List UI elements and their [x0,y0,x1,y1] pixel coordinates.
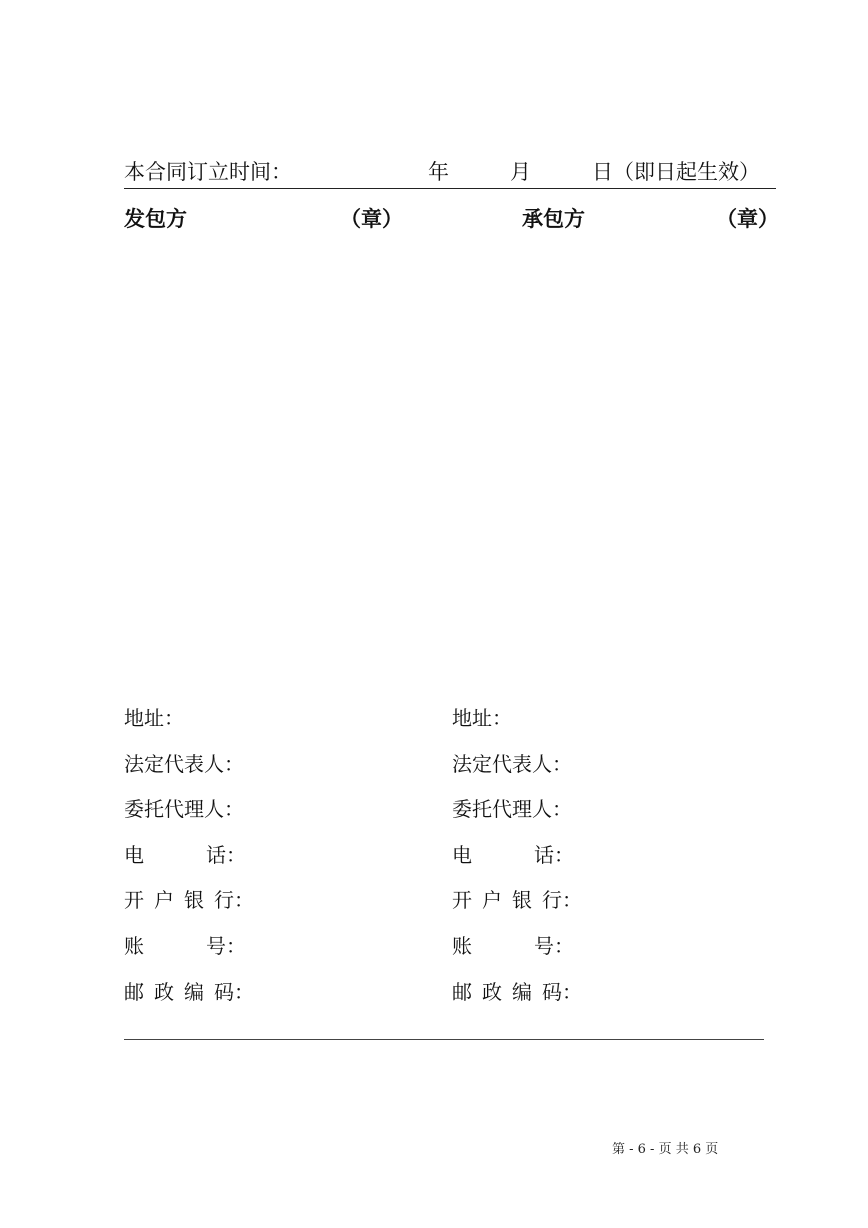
employer-seal-label: （章） [340,206,403,231]
bank-row [452,882,752,928]
phone-label-part1: 电 [124,842,144,867]
account-row [124,928,424,974]
account-label-part1: 账 [452,933,472,958]
bank-label-part2: 户 [154,888,174,913]
account-label-part1: 账 [124,933,144,958]
postcode-label-part4: 码： [542,979,582,1004]
bank-row [124,882,424,928]
contractor-seal-label: （章） [716,206,779,231]
bank-label-part3: 银 [184,888,204,913]
signing-date-label: 本合同订立时间： [124,160,292,184]
postcode-label-part2: 政 [154,979,174,1004]
employer-info-block [124,700,424,1019]
postcode-label-part4: 码： [214,979,254,1004]
account-row [452,928,752,974]
signing-year-label: 年 [428,160,449,184]
bank-label-part4: 行： [542,888,582,913]
page-number: 第 - 6 - 页 共 6 页 [612,1142,719,1157]
contractor-info-block [452,700,752,1019]
postcode-label-part3: 编 [184,979,204,1004]
legal-rep-label: 法定代表人： [452,751,572,776]
phone-label-part1: 电 [452,842,472,867]
phone-label-part2: 话： [206,842,246,867]
postcode-label-part1: 邮 [452,979,472,1004]
address-row [452,700,752,746]
bottom-divider [124,1039,764,1040]
phone-label-part2: 话： [534,842,574,867]
signing-month-label: 月 [510,160,531,184]
account-label-part2: 号： [534,933,574,958]
bank-label-part1: 开 [124,888,144,913]
postcode-label-part1: 邮 [124,979,144,1004]
legal-rep-row [124,746,424,792]
phone-row [124,837,424,883]
signing-date-line [124,156,776,189]
postcode-row [124,974,424,1020]
address-label: 地址： [452,706,512,730]
agent-label: 委托代理人： [124,797,244,822]
agent-row [452,791,752,837]
signing-day-label: 日（即日起生效） [592,160,760,184]
postcode-row [452,974,752,1020]
bank-label-part3: 银 [512,888,532,913]
account-label-part2: 号： [206,933,246,958]
legal-rep-row [452,746,752,792]
bank-label-part1: 开 [452,888,472,913]
legal-rep-label: 法定代表人： [124,751,244,776]
postcode-label-part2: 政 [482,979,502,1004]
postcode-label-part3: 编 [512,979,532,1004]
agent-label: 委托代理人： [452,797,572,822]
contractor-heading: 承包方 [522,206,585,231]
address-row [124,700,424,746]
agent-row [124,791,424,837]
employer-heading: 发包方 [124,206,187,231]
bank-label-part2: 户 [482,888,502,913]
bank-label-part4: 行： [214,888,254,913]
address-label: 地址： [124,706,184,730]
party-headings [0,202,868,236]
phone-row [452,837,752,883]
